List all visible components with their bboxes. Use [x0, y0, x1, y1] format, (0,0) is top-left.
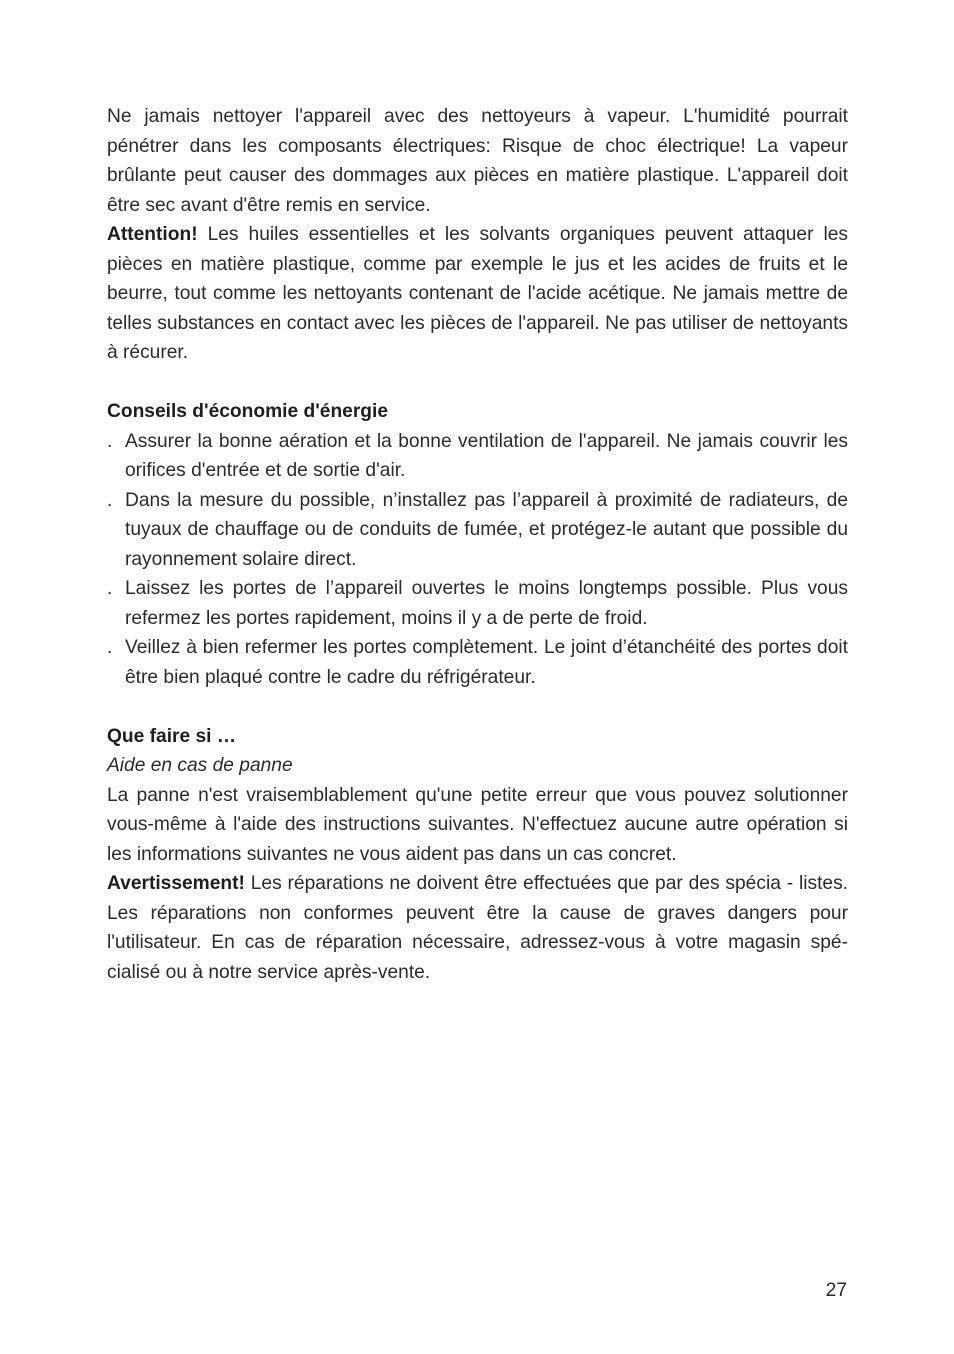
list-item	[107, 574, 848, 633]
warning-text: Les réparations ne doivent être effectuées que par des spécia - listes. Les réparations non conformes peuvent être la cause de graves dangers pour l'utilisateur. En cas de réparation nécessaire, adressez-vous à votre magasin spé- cialisé ou à notre service après-vente.	[107, 873, 848, 983]
energy-tips-list	[107, 427, 848, 693]
list-item-text: Laissez les portes de l’appareil ouvertes le moins longtemps possible. Plus vous refermez les portes rapidement, moins il y a de perte de froid.	[125, 578, 848, 629]
list-item-text: Assurer la bonne aération et la bonne ventilation de l'appareil. Ne jamais couvrir les orifices d'entrée et de sortie d'air.	[125, 430, 848, 481]
list-item-text: Veillez à bien refermer les portes complètement. Le joint d’étanchéité des portes doit être bien plaqué contre le cadre du réfrigérateur.	[125, 637, 848, 688]
troubleshooting-heading: Que faire si …	[107, 725, 237, 747]
attention-label: Attention!	[107, 224, 198, 245]
warning-paragraph	[107, 869, 848, 987]
list-item	[107, 633, 848, 692]
bullet-marker: .	[107, 637, 113, 658]
energy-heading: Conseils d'économie d'énergie	[107, 401, 389, 422]
bullet-marker: .	[107, 578, 113, 599]
section-spacer	[107, 692, 848, 722]
bullet-marker: .	[107, 430, 113, 452]
warning-label: Avertissement!	[107, 873, 245, 894]
attention-text: Les huiles essentielles et les solvants organiques peuvent attaquer les pièces en matière plastique, comme par exemple le jus et les acides de fruits et le beurre, tout comme les nettoyants contenant de l'acide acétique. Ne jamais mettre de telles substances en contact avec les pièces de l'appareil. Ne pas utiliser de nettoyants à récurer.	[107, 224, 848, 363]
section-spacer	[107, 368, 848, 398]
page-content	[107, 102, 848, 987]
list-item	[107, 427, 848, 486]
list-item-text: Dans la mesure du possible, n’installez pas l’appareil à proximité de radiateurs, de tuyaux de chauffage ou de conduits de fumée, et protégez-le autant que possible du rayonnement solaire direct.	[125, 489, 848, 570]
page-number: 27	[825, 1280, 847, 1301]
bullet-marker: .	[107, 489, 113, 511]
troubleshooting-intro: La panne n'est vraisemblablement qu'une petite erreur que vous pouvez solutionner vous-même à l'aide des instructions suivantes. N'effectuez aucune autre opération si les informations suivantes ne vous aident pas dans un cas concret.	[107, 784, 848, 865]
list-item	[107, 486, 848, 575]
troubleshooting-subheading: Aide en cas de panne	[107, 755, 293, 776]
steam-cleaning-paragraph: Ne jamais nettoyer l'appareil avec des nettoyeurs à vapeur. L'humidité pourrait pénétrer dans les composants électriques: Risque de choc électrique! La vapeur brûlante peut causer des dommages aux pièces en matière plastique. L'appareil doit être sec avant d'être remis en service.	[107, 106, 848, 216]
attention-paragraph	[107, 220, 848, 368]
